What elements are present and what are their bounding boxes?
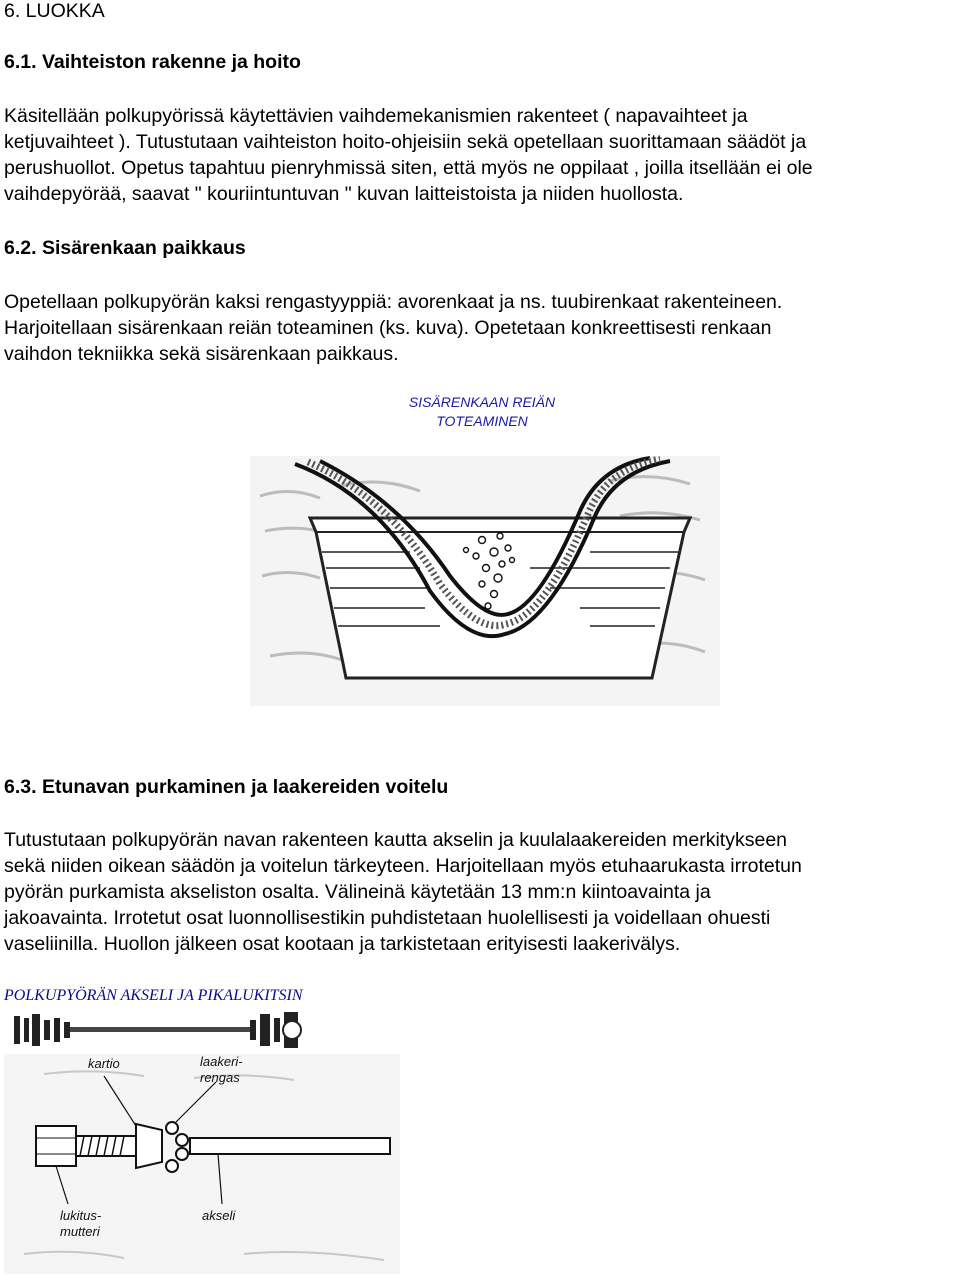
paragraph-line: vaihdepyörää, saavat " kouriintuntuvan " kuvan laitteistoista ja niiden huollosta. xyxy=(4,183,684,205)
paragraph-line: sekä niiden oikean säädön ja voitelun tärkeyteen. Harjoitellaan myös etuhaarukasta irrotetun xyxy=(4,855,802,877)
section-heading-6-3: 6.3. Etunavan purkaminen ja laakereiden voitelu xyxy=(4,776,449,798)
paragraph-line: perushuollot. Opetus tapahtuu pienryhmissä siten, että myös ne oppilaat , joilla itsellään ei ole xyxy=(4,157,813,179)
paragraph-line: Käsitellään polkupyörissä käytettävien vaihdemekanismien rakenteet ( napavaihteet ja xyxy=(4,105,748,127)
paragraph-line: jakoavainta. Irrotetut osat luonnollisestikin puhdistetaan huolellisesti ja voidellaan ohuesti xyxy=(4,907,771,929)
paragraph-line: ketjuvaihteet ). Tutustutaan vaihteiston hoito-ohjeisiin sekä opetellaan suorittamaan säädöt ja xyxy=(4,131,807,153)
paragraph-line: vaihdon tekniikka sekä sisärenkaan paikkaus. xyxy=(4,343,399,365)
label-bearing-line1: laakeri- xyxy=(200,1054,243,1069)
chapter-title: 6. LUOKKA xyxy=(4,0,105,22)
label-locknut-line1: lukitus- xyxy=(60,1208,102,1223)
figure-caption-line: SISÄRENKAAN REIÄN xyxy=(408,394,556,410)
paragraph-line: Harjoitellaan sisärenkaan reiän toteaminen (ks. kuva). Opetetaan konkreettisesti renkaan xyxy=(4,317,772,339)
paragraph-line: Opetellaan polkupyörän kaksi rengastyyppiä: avorenkaat ja ns. tuubirenkaat rakenteineen. xyxy=(4,291,783,313)
section-heading-6-1: 6.1. Vaihteiston rakenne ja hoito xyxy=(4,51,301,73)
label-locknut-line2: mutteri xyxy=(60,1224,100,1239)
label-bearing-line2: rengas xyxy=(200,1070,240,1085)
paragraph-line: pyörän purkamista akseliston osalta. Välineinä käytetään 13 mm:n kiintoavainta ja xyxy=(4,881,711,903)
figure-caption-tube xyxy=(382,393,582,431)
paragraph-line: vaseliinilla. Huollon jälkeen osat kootaan ja tarkistetaan erityisesti laakerivälys. xyxy=(4,933,681,955)
hub-axle-cross-section-illustration xyxy=(4,1054,400,1274)
label-cone: kartio xyxy=(88,1056,120,1071)
label-axle: akseli xyxy=(202,1208,236,1223)
figure-caption-line: TOTEAMINEN xyxy=(436,413,528,429)
section-heading-6-2: 6.2. Sisärenkaan paikkaus xyxy=(4,237,246,259)
inner-tube-bubble-test-illustration xyxy=(250,456,720,706)
figure-caption-axle: POLKUPYÖRÄN AKSELI JA PIKALUKITSIN xyxy=(4,987,303,1004)
quick-release-axle-illustration xyxy=(10,1008,310,1052)
paragraph-line: Tutustutaan polkupyörän navan rakenteen kautta akselin ja kuulalaakereiden merkitykseen xyxy=(4,829,788,851)
